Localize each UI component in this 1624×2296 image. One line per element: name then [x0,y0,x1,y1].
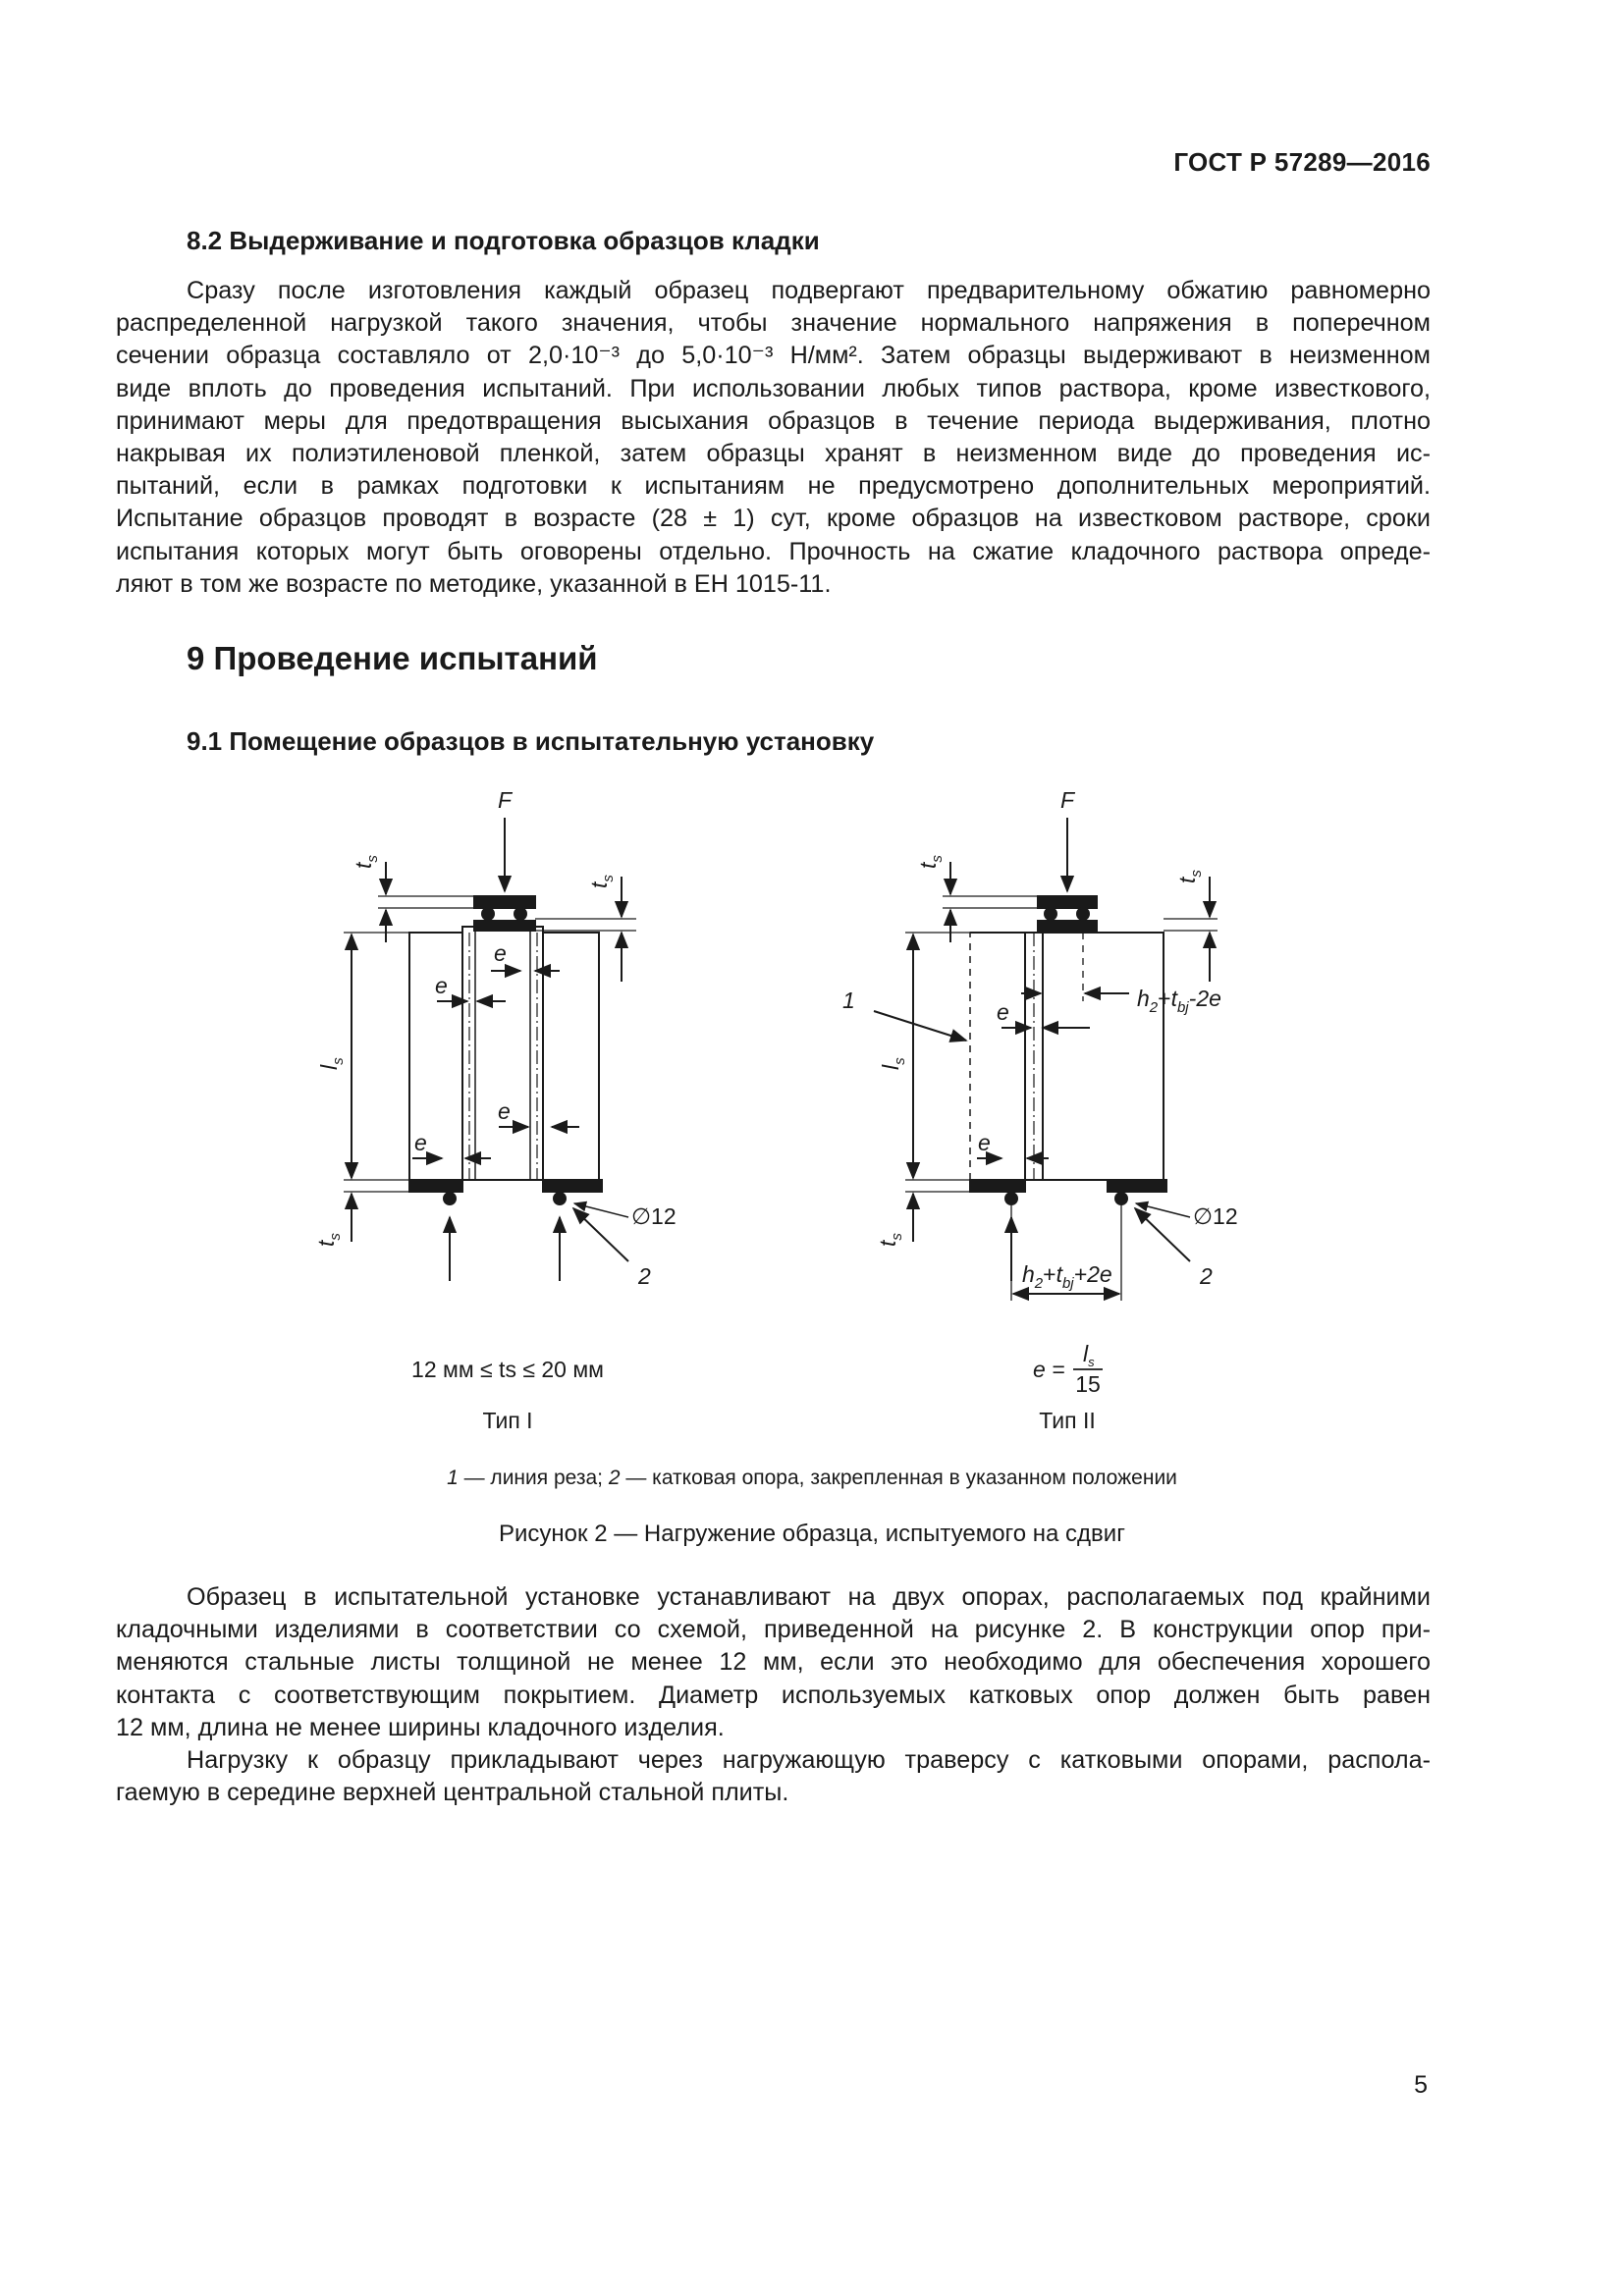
support-plate-left [970,1180,1025,1192]
e-label: e [435,973,448,998]
support-roller [1005,1193,1017,1204]
paragraph-line: кладочными изделиями в соответствии со схемой, приведенной на рисунке 2. В конструкции опор при- [116,1616,1431,1644]
section-9-1-title: 9.1 Помещение образцов в испытательную установку [187,726,875,756]
paragraph-line: Нагрузку к образцу прикладывают через нагружающую траверсу с катковыми опорами, распола- [187,1746,1431,1774]
roller [514,908,526,920]
ls-label: $l_s$ [878,1057,908,1070]
label-1: 1 [842,988,855,1013]
masonry-unit-right [543,933,599,1180]
ts-label: $t_s$ [313,1233,344,1247]
dimension-h2-tbj-plus-2e: $h_2+t_{bj}+2e$ [1022,1261,1112,1292]
roller [1045,908,1056,920]
standard-number: ГОСТ Р 57289—2016 [1173,147,1431,177]
shear-test-figure [0,766,1624,1472]
ts-label: $t_s$ [875,1233,905,1247]
paragraph-line: распределенной нагрузкой такого значения, чтобы значение нормального напряжения в поперечном [116,309,1431,338]
loading-plate [474,921,535,931]
loading-plate-top [474,896,535,908]
ts-label: $t_s$ [1174,870,1205,883]
loading-plate-top [1038,896,1097,908]
support-roller [554,1193,566,1204]
paragraph-line: испытания которых могут быть оговорены отдельно. Прочность на сжатие кладочного раствора опреде- [116,537,1431,565]
formula-left: e = [1033,1357,1065,1382]
figure-caption: Рисунок 2 — Нагружение образца, испытуемого на сдвиг [499,1521,1125,1547]
label-2: 2 [1200,1263,1213,1289]
paragraph-line: принимают меры для предотвращения высыхания образцов в течение периода выдерживания, плотно [116,406,1431,435]
label-1-leader [874,1011,966,1041]
roller [482,908,494,920]
e-label: e [494,940,507,966]
label-2-leader [573,1208,628,1261]
diameter-leader [574,1203,628,1217]
label-2: 2 [638,1263,651,1289]
support-roller [444,1193,456,1204]
paragraph-line: 12 мм, длина не менее ширины кладочного изделия. [116,1713,725,1741]
diameter-label: ∅12 [631,1203,677,1229]
ts-label: $t_s$ [586,875,617,888]
section-8-2-title: 8.2 Выдерживание и подготовка образцов кладки [187,226,820,255]
paragraph-line: Испытание образцов проводят в возрасте (28 ± 1) сут, кроме образцов на известковом растворе, сроки [116,505,1431,533]
paragraph-line: контакта с соответствующим покрытием. Диаметр используемых катковых опор должен быть равен [116,1681,1431,1709]
paragraph-line: пытаний, если в рамках подготовки к испытаниям не предусмотрено дополнительных мероприятий. [116,472,1431,501]
diameter-label: ∅12 [1193,1203,1238,1229]
e-label: e [978,1130,991,1155]
roller [1077,908,1089,920]
paragraph-line: меняются стальные листы толщиной не менее 12 мм, если это необходимо для обеспечения хорошего [116,1648,1431,1677]
paragraph-line: Образец в испытательной установке устанавливают на двух опорах, располагаемых под крайними [187,1583,1431,1611]
support-plate-right [543,1180,602,1192]
dimension-h2-tbj-minus-2e: $h_2+t_{bj}-2e$ [1137,986,1221,1016]
section-9-title: 9 Проведение испытаний [187,640,598,676]
ts-label: $t_s$ [351,855,381,869]
section-8-2-paragraph [116,275,1431,601]
paragraph-line: сечении образца составляло от 2,0·10⁻³ до 5,0·10⁻³ Н/мм². Затем образцы выдерживают в неизменном [116,342,1431,370]
formula-denominator: 15 [1075,1371,1101,1397]
ls-label: $l_s$ [316,1057,347,1070]
paragraph-line: гаемую в середине верхней центральной стальной плиты. [116,1779,789,1807]
ts-label: $t_s$ [915,855,946,869]
paragraph-loading [116,1744,1431,1809]
paragraph-line: Сразу после изготовления каждый образец подвергают предварительному обжатию равномерно [187,277,1431,304]
page-number: 5 [1414,2071,1428,2099]
paragraph-line: накрывая их полиэтиленовой пленкой, затем образцы хранят в неизменном виде до проведения ис- [116,440,1431,468]
loading-plate [1038,921,1097,931]
type-1-name: Тип I [482,1408,533,1433]
type-1-condition: 12 мм ≤ ts ≤ 20 мм [411,1357,604,1382]
force-label: F [1059,787,1075,813]
paragraph-line: виде вплоть до проведения испытаний. При использовании любых типов раствора, кроме известкового, [116,374,1431,402]
e-label: e [414,1130,427,1155]
support-plate-left [409,1180,462,1192]
force-label: F [497,787,513,813]
e-label: e [498,1098,511,1124]
paragraph-line: ляют в том же возрасте по методике, указанной в ЕН 1015-11. [116,569,832,598]
diameter-leader [1136,1203,1190,1217]
e-label: e [997,999,1009,1025]
paragraph-supports [116,1581,1431,1744]
formula-numerator: $l_s$ [1083,1341,1095,1369]
support-roller [1115,1193,1127,1204]
figure-legend: 1 — линия реза; 2 — катковая опора, закрепленная в указанном положении [447,1467,1177,1489]
type-2-name: Тип II [1039,1408,1096,1433]
label-2-leader [1135,1208,1190,1261]
masonry-unit-right [1043,933,1164,1180]
support-plate-right [1108,1180,1166,1192]
